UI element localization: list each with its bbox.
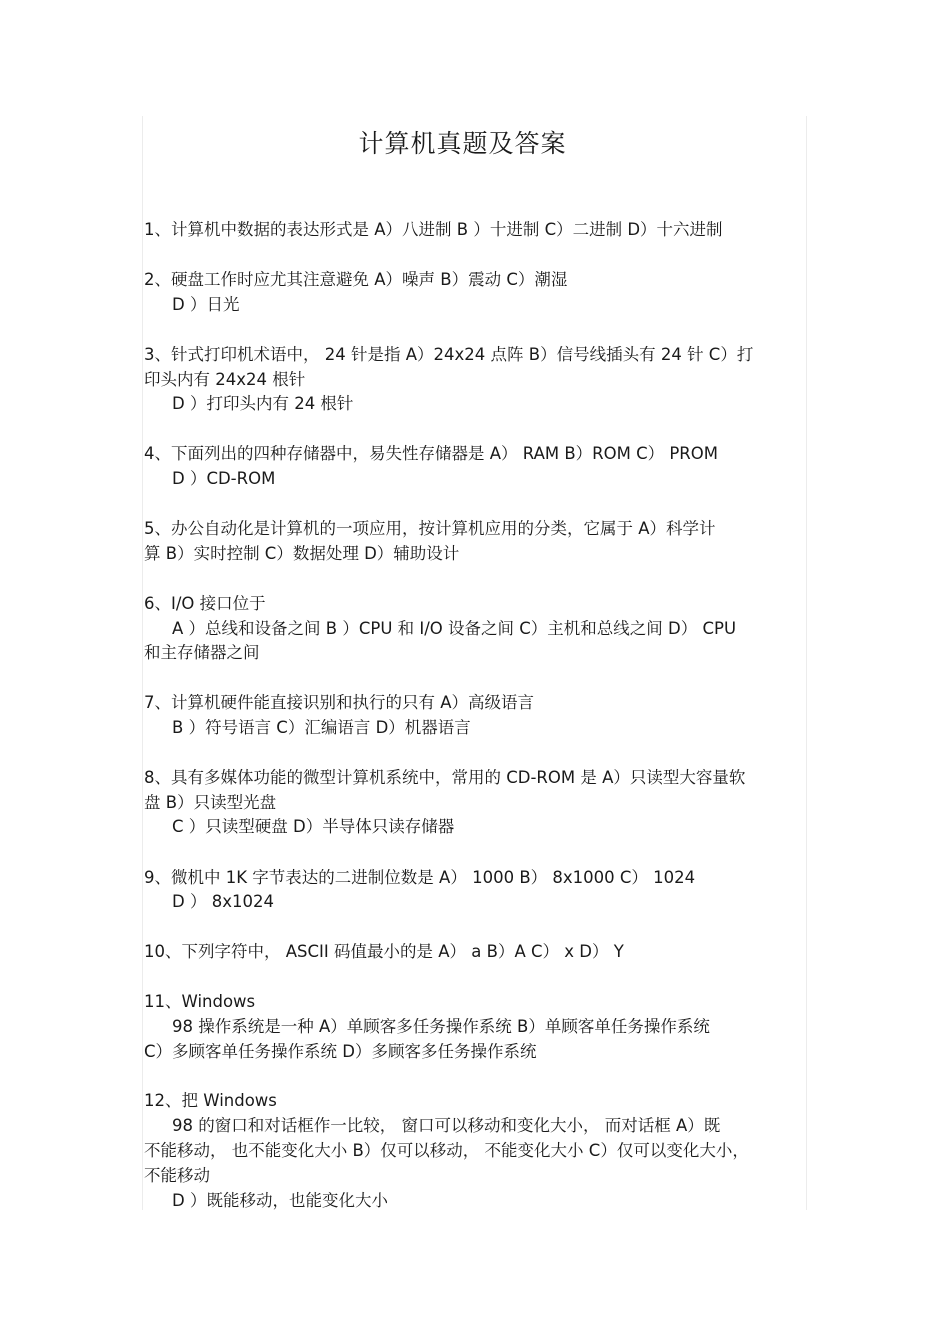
text-line: 5、办公自动化是计算机的一项应用，按计算机应用的分类，它属于 A）科学计 (144, 519, 716, 538)
text-line: 11、Windows (144, 992, 256, 1011)
text-line: A ）总线和设备之间 B ）CPU 和 I/O 设备之间 C）主机和总线之间 D） CPU (172, 619, 737, 638)
text-line: 3、针式打印机术语中， 24 针是指 A）24x24 点阵 B）信号线插头有 24 针 C）打 (144, 345, 754, 364)
text-line: 12、把 Windows (144, 1091, 277, 1110)
text-line: 98 操作系统是一种 A）单顾客多任务操作系统 B）单顾客单任务操作系统 (172, 1017, 710, 1036)
text-line: 盘 B）只读型光盘 (144, 793, 277, 812)
text-line: D ）既能移动，也能变化大小 (172, 1191, 388, 1210)
text-line: 8、具有多媒体功能的微型计算机系统中，常用的 CD-ROM 是 A）只读型大容量软 (144, 768, 746, 787)
text-line: 4、下面列出的四种存储器中，易失性存储器是 A） RAM B）ROM C） PROM (144, 444, 718, 463)
text-line: B ）符号语言 C）汇编语言 D）机器语言 (172, 718, 471, 737)
text-line: 10、下列字符中， ASCII 码值最小的是 A） a B）A C） x D） Y (144, 942, 624, 961)
text-line: D ）打印头内有 24 根针 (172, 394, 354, 413)
text-line: D ）日光 (172, 295, 240, 314)
text-line: 2、硬盘工作时应尤其注意避免 A）噪声 B）震动 C）潮湿 (144, 270, 568, 289)
text-line: D ） 8x1024 (172, 892, 274, 911)
text-line: 和主存储器之间 (144, 643, 260, 662)
text-line: 算 B）实时控制 C）数据处理 D）辅助设计 (144, 544, 460, 563)
text-line: C）多顾客单任务操作系统 D）多顾客多任务操作系统 (144, 1042, 537, 1061)
text-line: 7、计算机硬件能直接识别和执行的只有 A）高级语言 (144, 693, 535, 712)
text-line: 1、计算机中数据的表达形式是 A）八进制 B ）十进制 C）二进制 D）十六进制 (144, 220, 723, 239)
text-line: D ）CD-ROM (172, 469, 276, 488)
text-line: 98 的窗口和对话框作一比较， 窗口可以移动和变化大小， 而对话框 A）既 (172, 1116, 721, 1135)
text-line: 6、I/O 接口位于 (144, 594, 266, 613)
text-line: C ）只读型硬盘 D）半导体只读存储器 (172, 817, 455, 836)
page-border-right (806, 116, 807, 1210)
text-line: 9、微机中 1K 字节表达的二进制位数是 A） 1000 B） 8x1000 C） 1024 (144, 868, 696, 887)
text-line: 不能移动， 也不能变化大小 B）仅可以移动， 不能变化大小 C）仅可以变化大小， (144, 1141, 749, 1160)
text-line: 不能移动 (144, 1166, 210, 1185)
page-border-left (142, 116, 143, 1210)
page-title: 计算机真题及答案 (358, 129, 567, 158)
text-line: 印头内有 24x24 根针 (144, 370, 306, 389)
